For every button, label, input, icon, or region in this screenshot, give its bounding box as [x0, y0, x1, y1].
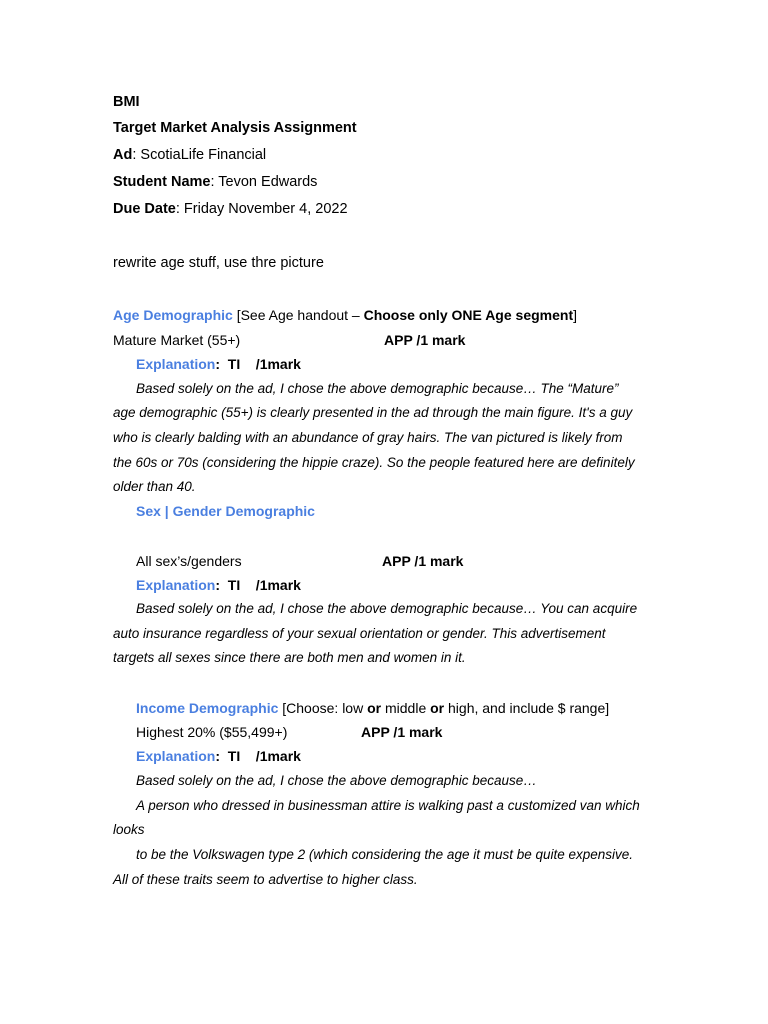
income-explanation-line [136, 746, 301, 766]
revision-note: rewrite age stuff, use thre picture [113, 255, 324, 271]
sex-explanation-colon: : [215, 577, 221, 593]
student-label: Student Name [113, 174, 211, 190]
sex-explanation-text-1: Based solely on the ad, I chose the above demographic because… You can acquire [136, 601, 638, 616]
age-explanation-text-5: older than 40. [113, 479, 196, 494]
age-app-mark: APP /1 mark [384, 332, 466, 348]
income-explanation-text-3: looks [113, 822, 145, 837]
age-explanation-text-2: age demographic (55+) is clearly presented in the ad through the main figure. It's a guy [113, 405, 633, 420]
due-date-value: : Friday November 4, 2022 [175, 201, 348, 217]
income-app-mark: APP /1 mark [361, 724, 443, 740]
sex-answer: All sex’s/genders [136, 553, 242, 569]
student-value: : Tevon Edwards [210, 174, 318, 190]
student-line [113, 172, 317, 192]
income-ti-mark: TI /1mark [220, 748, 301, 764]
age-heading-line [113, 305, 577, 325]
income-heading: Income Demographic [136, 700, 279, 716]
income-instr-or-2: or [430, 700, 445, 716]
age-explanation-text-3: who is clearly balding with an abundance of gray hairs. The van pictured is likely from [113, 430, 623, 445]
income-explanation-text-5: All of these traits seem to advertise to higher class. [113, 872, 418, 887]
income-instr-1: [Choose: low [278, 700, 368, 716]
age-instr-post: ] [573, 307, 577, 323]
income-instr-3: high, and include $ range] [444, 700, 610, 716]
sex-explanation-text-2: auto insurance regardless of your sexual orientation or gender. This advertisement [113, 626, 606, 641]
age-ti-mark: TI /1mark [220, 356, 301, 372]
ad-value: : ScotiaLife Financial [132, 147, 267, 163]
income-heading-line [136, 698, 609, 718]
age-heading: Age Demographic [113, 307, 233, 323]
sex-app-mark: APP /1 mark [382, 553, 464, 569]
ad-line [113, 145, 266, 165]
age-explanation-text-1: Based solely on the ad, I chose the above demographic because… The “Mature” [136, 381, 619, 396]
sex-ti-mark: TI /1mark [220, 577, 301, 593]
sex-heading: Sex | Gender Demographic [136, 503, 315, 519]
sex-explanation-text-3: targets all sexes since there are both men and women in it. [113, 650, 466, 665]
sex-explanation-label: Explanation [136, 577, 216, 593]
income-explanation-colon: : [215, 748, 221, 764]
age-explanation-text-4: the 60s or 70s (considering the hippie craze). So the people featured here are definitely [113, 455, 635, 470]
ad-label: Ad [113, 147, 133, 163]
age-answer: Mature Market (55+) [113, 332, 241, 348]
age-explanation-line [136, 354, 301, 374]
income-explanation-label: Explanation [136, 748, 216, 764]
sex-explanation-line [136, 575, 301, 595]
income-explanation-text-1: Based solely on the ad, I chose the above demographic because… [136, 773, 537, 788]
age-explanation-label: Explanation [136, 356, 216, 372]
age-instr-pre: [See Age handout – [232, 307, 364, 323]
income-instr-2: middle [381, 700, 431, 716]
course-code: BMI [113, 94, 140, 110]
assignment-title: Target Market Analysis Assignment [113, 120, 357, 136]
due-date-line [113, 199, 348, 219]
due-date-label: Due Date [113, 201, 176, 217]
income-answer: Highest 20% ($55,499+) [136, 724, 288, 740]
income-instr-or-1: or [367, 700, 382, 716]
age-instr-bold: Choose only ONE Age segment [363, 307, 574, 323]
income-explanation-text-2: A person who dressed in businessman attire is walking past a customized van which [136, 798, 640, 813]
age-explanation-colon: : [215, 356, 221, 372]
income-explanation-text-4: to be the Volkswagen type 2 (which considering the age it must be quite expensive. [136, 847, 634, 862]
